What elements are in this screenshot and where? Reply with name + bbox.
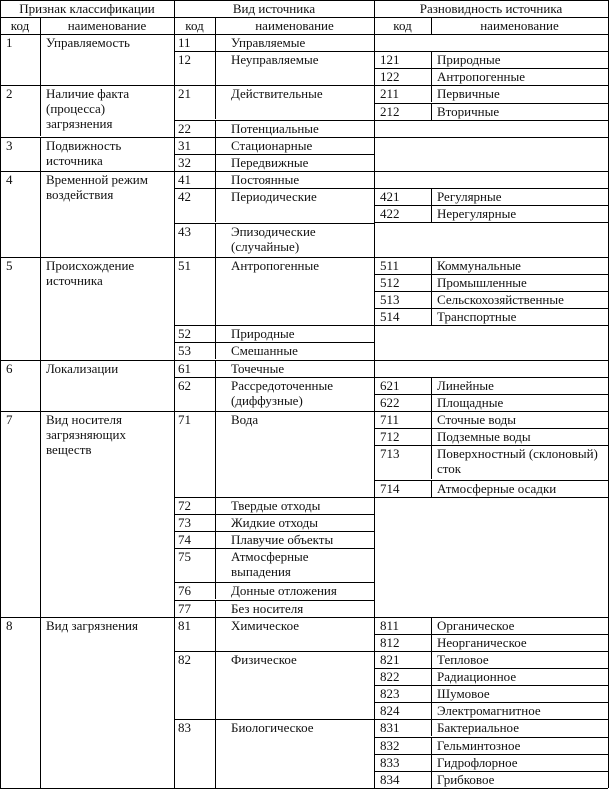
criterion-code: 1 [6,35,13,50]
rule [215,360,216,377]
subtype-code: 121 [380,52,400,67]
source-name: Природные [231,326,295,341]
source-code: 53 [178,343,191,358]
subtype-name: Промышленные [437,275,527,290]
rule [431,771,432,788]
source-name: Потенциальные [231,121,319,136]
rule [215,617,216,651]
source-code: 22 [178,121,191,136]
rule [374,754,608,755]
source-name: Жидкие отходы [231,515,319,530]
subtype-code: 421 [380,189,400,204]
criterion-name: Управляемость [46,35,130,50]
header-code: код [185,18,204,33]
subtype-code: 513 [380,292,400,307]
rule [431,702,432,719]
rule [431,85,432,102]
rule [374,103,608,104]
criterion-name: Подвижность источника [46,138,122,168]
source-name: Стационарные [231,138,313,153]
rule [374,325,608,326]
rule [431,754,432,771]
rule [431,480,432,497]
subtype-code: 833 [380,755,400,770]
source-name: Без носителя [231,601,304,616]
rule [215,137,216,154]
subtype-code: 511 [380,258,400,273]
rule [215,34,216,51]
subtype-code: 832 [380,738,400,753]
rule [0,0,608,1]
header-group-criterion: Признак классификации [19,1,155,16]
subtype-name: Органическое [437,618,515,633]
subtype-name: Вторичные [437,104,500,119]
rule [215,651,216,720]
criterion-name: Вид носителя загрязняющих веществ [46,412,126,457]
rule [215,548,216,582]
rule [215,600,216,617]
source-code: 73 [178,515,191,530]
subtype-code: 834 [380,772,400,787]
rule [431,188,432,205]
subtype-code: 122 [380,69,400,84]
rule [374,685,608,686]
source-code: 82 [178,652,191,667]
subtype-name: Природные [437,52,501,67]
criterion-code: 3 [6,138,13,153]
source-name: Действительные [231,86,323,101]
subtype-name: Антропогенные [437,69,525,84]
rule [374,497,608,498]
source-code: 77 [178,601,191,616]
rule [374,188,608,189]
rule [40,137,41,171]
source-name: Управляемые [231,35,306,50]
rule [374,51,608,52]
rule [40,34,41,85]
rule [40,360,41,411]
rule [215,257,216,326]
source-name: Атмосферные выпадения [231,549,309,579]
source-code: 51 [178,258,191,273]
subtype-name: Шумовое [437,686,490,701]
rule [40,411,41,617]
subtype-name: Гидрофлорное [437,755,518,770]
rule [431,634,432,651]
rule [431,17,432,34]
subtype-code: 622 [380,395,400,410]
subtype-name: Линейные [437,378,494,393]
rule [431,377,432,394]
source-name: Антропогенные [231,258,319,273]
source-name: Плавучие объекты [231,532,334,547]
criterion-name: Временной режим воздействия [46,172,148,202]
rule [215,17,216,34]
subtype-name: Радиационное [437,669,517,684]
source-code: 32 [178,155,191,170]
source-code: 71 [178,412,191,427]
rule [374,480,608,481]
source-name: Донные отложения [231,583,337,598]
rule [374,205,608,206]
rule [0,0,1,788]
rule [431,651,432,668]
rule [431,668,432,685]
rule [374,377,608,378]
criterion-code: 8 [6,618,13,633]
source-code: 61 [178,361,191,376]
rule [174,0,175,788]
rule [374,394,608,395]
source-name: Постоянные [231,172,300,187]
source-name: Смешанные [231,343,298,358]
rule [431,68,432,85]
rule [374,308,608,309]
rule [374,737,608,738]
source-code: 83 [178,720,191,735]
source-name: Передвижные [231,155,309,170]
subtype-code: 824 [380,703,400,718]
subtype-code: 712 [380,429,400,444]
source-code: 43 [178,224,191,239]
rule [215,377,216,411]
rule [374,120,608,121]
subtype-code: 211 [380,86,400,101]
criterion-code: 2 [6,86,13,101]
rule [374,651,608,652]
subtype-name: Тепловое [437,652,489,667]
source-code: 75 [178,549,191,564]
subtype-code: 713 [380,446,400,461]
rule [215,342,216,359]
rule [215,719,216,788]
source-name: Неуправляемые [231,52,319,67]
source-code: 62 [178,378,191,393]
rule [431,394,432,411]
rule [374,445,608,446]
rule [215,154,216,171]
subtype-code: 821 [380,652,400,667]
rule [215,51,216,85]
rule [431,685,432,702]
subtype-name: Площадные [437,395,504,410]
rule [215,223,216,257]
rule [215,325,216,342]
criterion-name: Наличие факта (процесса) загрязнения [46,86,130,131]
header-name: наименование [67,18,147,33]
rule [215,171,216,188]
criterion-name: Вид загрязнения [46,618,138,633]
source-code: 12 [178,52,191,67]
rule [374,68,608,69]
subtype-name: Электромагнитное [437,703,541,718]
source-name: Химическое [231,618,300,633]
rule [374,428,608,429]
source-name: Периодические [231,189,317,204]
subtype-code: 811 [380,618,400,633]
criterion-code: 5 [6,258,13,273]
subtype-name: Грибковое [437,772,495,787]
rule [374,668,608,669]
subtype-name: Регулярные [437,189,502,204]
rule [431,257,432,274]
source-code: 74 [178,532,191,547]
rule [374,617,608,618]
subtype-code: 422 [380,206,400,221]
criterion-code: 4 [6,172,13,187]
source-name: Вода [231,412,259,427]
subtype-name: Бактериальное [437,720,519,735]
rule [374,771,608,772]
subtype-name: Поверхностный (склоновый) сток [437,446,598,476]
rule [431,411,432,428]
rule [431,51,432,68]
source-name: Эпизодические (случайные) [231,224,316,254]
header-name: наименование [255,18,334,33]
criterion-name: Происхождение источника [46,258,135,288]
subtype-code: 512 [380,275,400,290]
source-code: 72 [178,498,191,513]
source-code: 31 [178,138,191,153]
subtype-code: 831 [380,720,400,735]
subtype-code: 711 [380,412,400,427]
rule [431,308,432,325]
header-group-source: Вид источника [232,1,316,16]
rule [431,274,432,291]
rule [431,103,432,120]
rule [215,85,216,119]
rule [215,411,216,497]
header-name: наименование [480,18,559,33]
source-code: 76 [178,583,191,598]
subtype-code: 621 [380,378,400,393]
source-name: Биологическое [231,720,314,735]
rule [431,617,432,634]
criterion-code: 7 [6,412,13,427]
subtype-name: Сточные воды [437,412,516,427]
header-group-subtype: Разновидность источника [419,1,563,16]
rule [215,120,216,137]
subtype-name: Нерегулярные [437,206,517,221]
subtype-name: Неорганическое [437,635,527,650]
subtype-code: 714 [380,481,400,496]
rule [215,497,216,514]
rule [374,222,608,223]
rule [431,428,432,445]
source-code: 42 [178,189,191,204]
rule [215,582,216,599]
rule [431,205,432,222]
subtype-name: Гельминтозное [437,738,521,753]
rule [215,531,216,548]
subtype-name: Транспортные [437,309,517,324]
rule [374,274,608,275]
header-code: код [10,18,30,33]
subtype-name: Сельскохозяйственные [437,292,564,307]
subtype-code: 822 [380,669,400,684]
subtype-code: 812 [380,635,400,650]
subtype-code: 823 [380,686,400,701]
rule [431,719,432,736]
rule [215,514,216,531]
source-code: 52 [178,326,191,341]
subtype-name: Подземные воды [437,429,531,444]
rule [374,291,608,292]
source-name: Твердые отходы [231,498,321,513]
subtype-name: Коммунальные [437,258,521,273]
rule [0,17,608,18]
subtype-name: Атмосферные осадки [437,481,557,496]
subtype-name: Первичные [437,86,500,101]
rule [374,257,608,258]
source-name: Точечные [231,361,285,376]
rule [40,617,41,788]
rule [40,257,41,360]
rule [374,411,608,412]
rule [431,291,432,308]
subtype-code: 514 [380,309,400,324]
rule [431,445,432,479]
rule [374,702,608,703]
source-code: 81 [178,618,191,633]
rule [374,719,608,720]
rule [40,85,41,136]
rule [40,171,41,257]
source-code: 21 [178,86,191,101]
source-name: Физическое [231,652,297,667]
rule [374,634,608,635]
rule [374,85,608,86]
header-code: код [393,18,412,33]
rule [431,737,432,754]
source-code: 41 [178,172,191,187]
source-name: Рассредоточенные (диффузные) [231,378,333,408]
rule [40,17,41,34]
criterion-code: 6 [6,361,13,376]
subtype-code: 212 [380,104,400,119]
source-code: 11 [178,35,191,50]
criterion-name: Локализации [46,361,119,376]
rule [215,188,216,222]
